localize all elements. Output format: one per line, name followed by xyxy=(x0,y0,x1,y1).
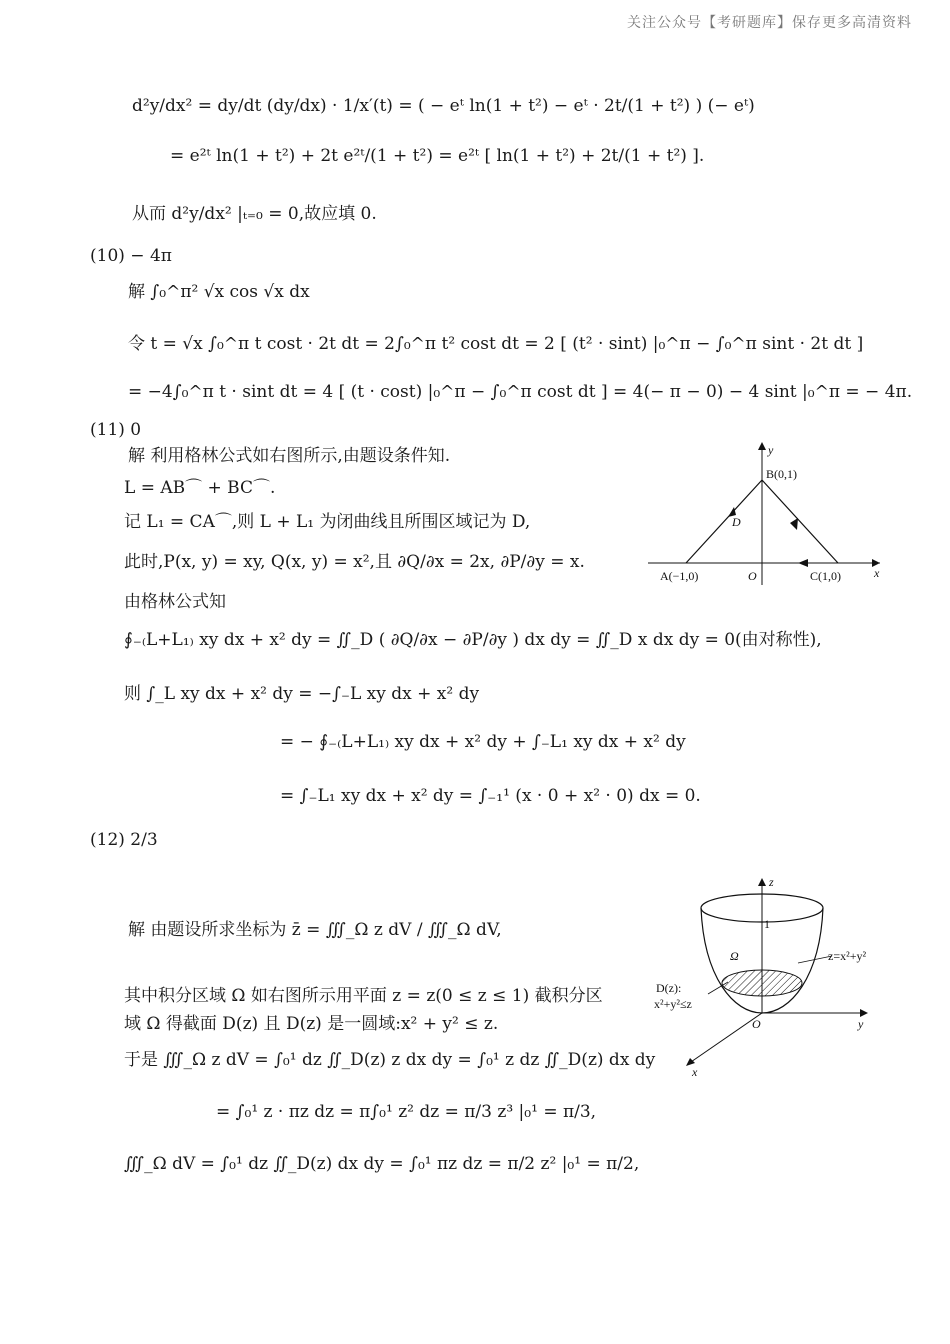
green-formula-figure xyxy=(648,440,884,588)
fig12-o-label: O xyxy=(752,1017,761,1031)
q12-line-1: 解 由题设所求坐标为 z̄ = ∭_Ω z dV / ∭_Ω dV, xyxy=(128,920,502,940)
q10-line-2: 令 t = √x ∫₀^π t cost · 2t dt = 2∫₀^π t² cost dt = 2 [ (t² · sint) |₀^π − ∫₀^π sint · 2t dt ] xyxy=(128,334,864,354)
q10-line-3: = −4∫₀^π t · sint dt = 4 [ (t · cost) |₀^π − ∫₀^π cost dt ] = 4(− π − 0) − 4 sint |₀^π = − 4π. xyxy=(128,382,913,402)
q9-line-1: d²y/dx² = dy/dt (dy/dx) · 1/x′(t) = ( − eᵗ ln(1 + t²) − eᵗ · 2t/(1 + t²) ) (− eᵗ) xyxy=(132,96,755,116)
q11-line-5: 由格林公式知 xyxy=(124,592,226,612)
q12-line-6: ∭_Ω dV = ∫₀¹ dz ∬_D(z) dx dy = ∫₀¹ πz dz = π/2 z² |₀¹ = π/2, xyxy=(124,1154,640,1174)
q12-line-2: 其中积分区域 Ω 如右图所示用平面 z = z(0 ≤ z ≤ 1) 截积分区 xyxy=(124,986,603,1006)
q12-line-3: 域 Ω 得截面 D(z) 且 D(z) 是一圆域:x² + y² ≤ z. xyxy=(124,1014,499,1034)
q9-line-2: = e²ᵗ ln(1 + t²) + 2t e²ᵗ/(1 + t²) = e²ᵗ [ ln(1 + t²) + 2t/(1 + t²) ]. xyxy=(170,146,705,166)
q11-label: (11) 0 xyxy=(90,420,142,440)
q11-line-8: = − ∮₋₍L+L₁₎ xy dx + x² dy + ∫₋L₁ xy dx + x² dy xyxy=(280,732,686,752)
q12-line-4: 于是 ∭_Ω z dV = ∫₀¹ dz ∬_D(z) z dx dy = ∫₀¹ z dz ∬_D(z) dx dy xyxy=(124,1050,656,1070)
fig11-d-label: D xyxy=(732,515,741,529)
page-header: 关注公众号【考研题库】保存更多高清资料 xyxy=(627,15,912,31)
q10-label: (10) − 4π xyxy=(90,246,172,266)
fig12-y-label: y xyxy=(858,1017,864,1031)
q11-line-1: 解 利用格林公式如右图所示,由题设条件知. xyxy=(128,446,451,466)
fig12-surface-label: z=x²+y² xyxy=(828,949,867,963)
fig12-omega-label: Ω xyxy=(730,949,739,963)
q12-line-5: = ∫₀¹ z · πz dz = π∫₀¹ z² dz = π/3 z³ |₀¹ = π/3, xyxy=(216,1102,597,1122)
fig12-dz-label: D(z): xyxy=(656,981,682,995)
fig11-x-label: x xyxy=(874,566,880,580)
q11-line-2: L = AB⌒ + BC⌒. xyxy=(124,478,276,498)
fig11-o-label: O xyxy=(748,569,757,583)
q10-line-1: 解 ∫₀^π² √x cos √x dx xyxy=(128,282,310,302)
fig11-b-label: B(0,1) xyxy=(766,467,797,481)
fig12-one-label: 1 xyxy=(764,917,770,931)
fig11-y-label: y xyxy=(768,443,774,457)
fig12-z-label: z xyxy=(769,875,774,889)
q11-line-4: 此时,P(x, y) = xy, Q(x, y) = x²,且 ∂Q/∂x = 2x, ∂P/∂y = x. xyxy=(124,552,585,572)
q12-label: (12) 2/3 xyxy=(90,830,158,850)
fig11-c-label: C(1,0) xyxy=(810,569,841,583)
q11-line-7: 则 ∫_L xy dx + x² dy = −∫₋L xy dx + x² dy xyxy=(124,684,480,704)
paraboloid-figure xyxy=(652,868,888,1078)
q11-line-6: ∮₋₍L+L₁₎ xy dx + x² dy = ∬_D ( ∂Q/∂x − ∂P/∂y ) dx dy = ∬_D x dx dy = 0(由对称性), xyxy=(124,630,822,650)
q9-line-3: 从而 d²y/dx² |ₜ₌₀ = 0,故应填 0. xyxy=(132,204,377,224)
fig12-disk-label: x²+y²≤z xyxy=(654,997,692,1011)
fig12-x-label: x xyxy=(692,1065,698,1078)
q11-line-3: 记 L₁ = CA⌒,则 L + L₁ 为闭曲线且所围区域记为 D, xyxy=(124,512,531,532)
q11-line-9: = ∫₋L₁ xy dx + x² dy = ∫₋₁¹ (x · 0 + x² · 0) dx = 0. xyxy=(280,786,701,806)
fig11-a-label: A(−1,0) xyxy=(660,569,699,583)
